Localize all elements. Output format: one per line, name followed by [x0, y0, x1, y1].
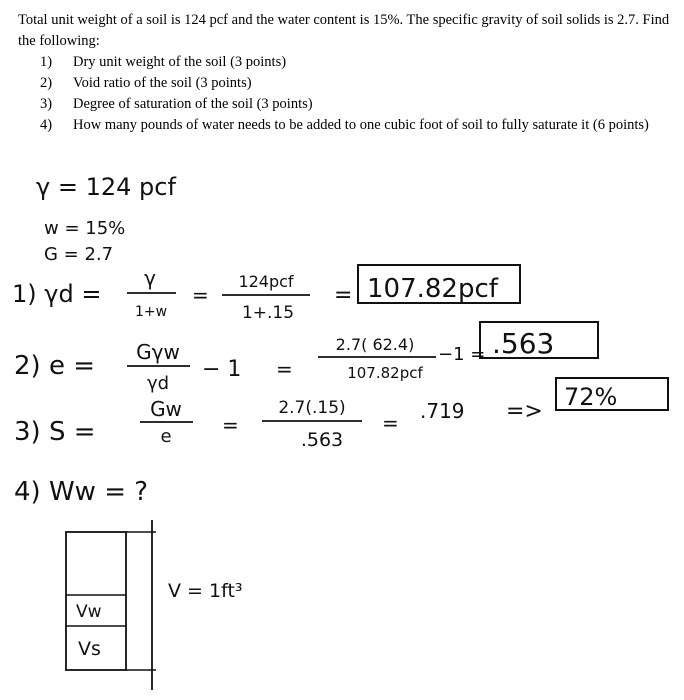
- question-number: 3): [40, 96, 53, 112]
- given-unit-weight: γ = 124 pcf: [36, 173, 176, 201]
- given-specific-gravity: G = 2.7: [44, 244, 114, 265]
- question-text: How many pounds of water needs to be added to one cubic foot of soil to fully saturate it (6 points): [73, 117, 649, 133]
- step1-frac2-numerator: 124pcf: [238, 272, 294, 291]
- step2-answer: .563: [492, 327, 555, 360]
- question-text: Dry unit weight of the soil (3 points): [73, 54, 287, 70]
- step2-frac2-numerator: 2.7( 62.4): [335, 335, 415, 354]
- problem-intro: Total unit weight of a soil is 124 pcf and the water content is 15%. The specific gravity of soil solids is 2.7. Find the following:: [18, 12, 670, 49]
- solids-volume-label: Vs: [78, 638, 101, 660]
- step2-minus-one-equals: −1 =: [438, 344, 486, 365]
- step3-arrow: =>: [506, 399, 543, 424]
- step3-frac2-numerator: 2.7(.15): [278, 398, 346, 418]
- step2-frac2-denominator: 107.82pcf: [347, 364, 423, 382]
- phase-diagram: [66, 520, 243, 690]
- step3-answer: 72%: [564, 383, 618, 411]
- step3-saturation-value: .719: [420, 399, 465, 423]
- step1-label: 1) γd =: [12, 280, 102, 308]
- step1-equals: =: [192, 283, 209, 307]
- question-number: 1): [40, 54, 53, 70]
- step3-frac2-denominator: .563: [300, 429, 344, 451]
- total-volume-label: V = 1ft³: [168, 580, 243, 602]
- step2-frac1-numerator: Gγw: [136, 340, 180, 364]
- question-text: Void ratio of the soil (3 points): [73, 75, 252, 91]
- step3-frac1-numerator: Gw: [150, 397, 182, 421]
- step2-equals: =: [276, 357, 293, 381]
- step3-equals: =: [222, 413, 239, 437]
- question-number: 2): [40, 75, 53, 91]
- step2-label: 2) e =: [14, 351, 95, 381]
- question-text: Degree of saturation of the soil (3 points): [73, 96, 313, 112]
- step3-equals-2: =: [382, 411, 399, 435]
- step2-frac1-denominator: γd: [146, 373, 170, 394]
- question-number: 4): [40, 117, 53, 133]
- step3-frac1-denominator: e: [160, 426, 172, 447]
- step2-minus-one: − 1: [202, 357, 242, 382]
- water-volume-label: Vw: [76, 602, 102, 622]
- step1-frac2-denominator: 1+.15: [241, 303, 295, 323]
- step1-answer: 107.82pcf: [367, 274, 498, 304]
- step1-equals-2: =: [334, 283, 353, 308]
- step3-label: 3) S =: [14, 417, 96, 447]
- given-water-content: w = 15%: [44, 218, 126, 239]
- step4-label: 4) Ww = ?: [14, 477, 149, 507]
- step1-frac1-numerator: γ: [144, 266, 156, 290]
- step1-frac1-denominator: 1+w: [134, 304, 168, 320]
